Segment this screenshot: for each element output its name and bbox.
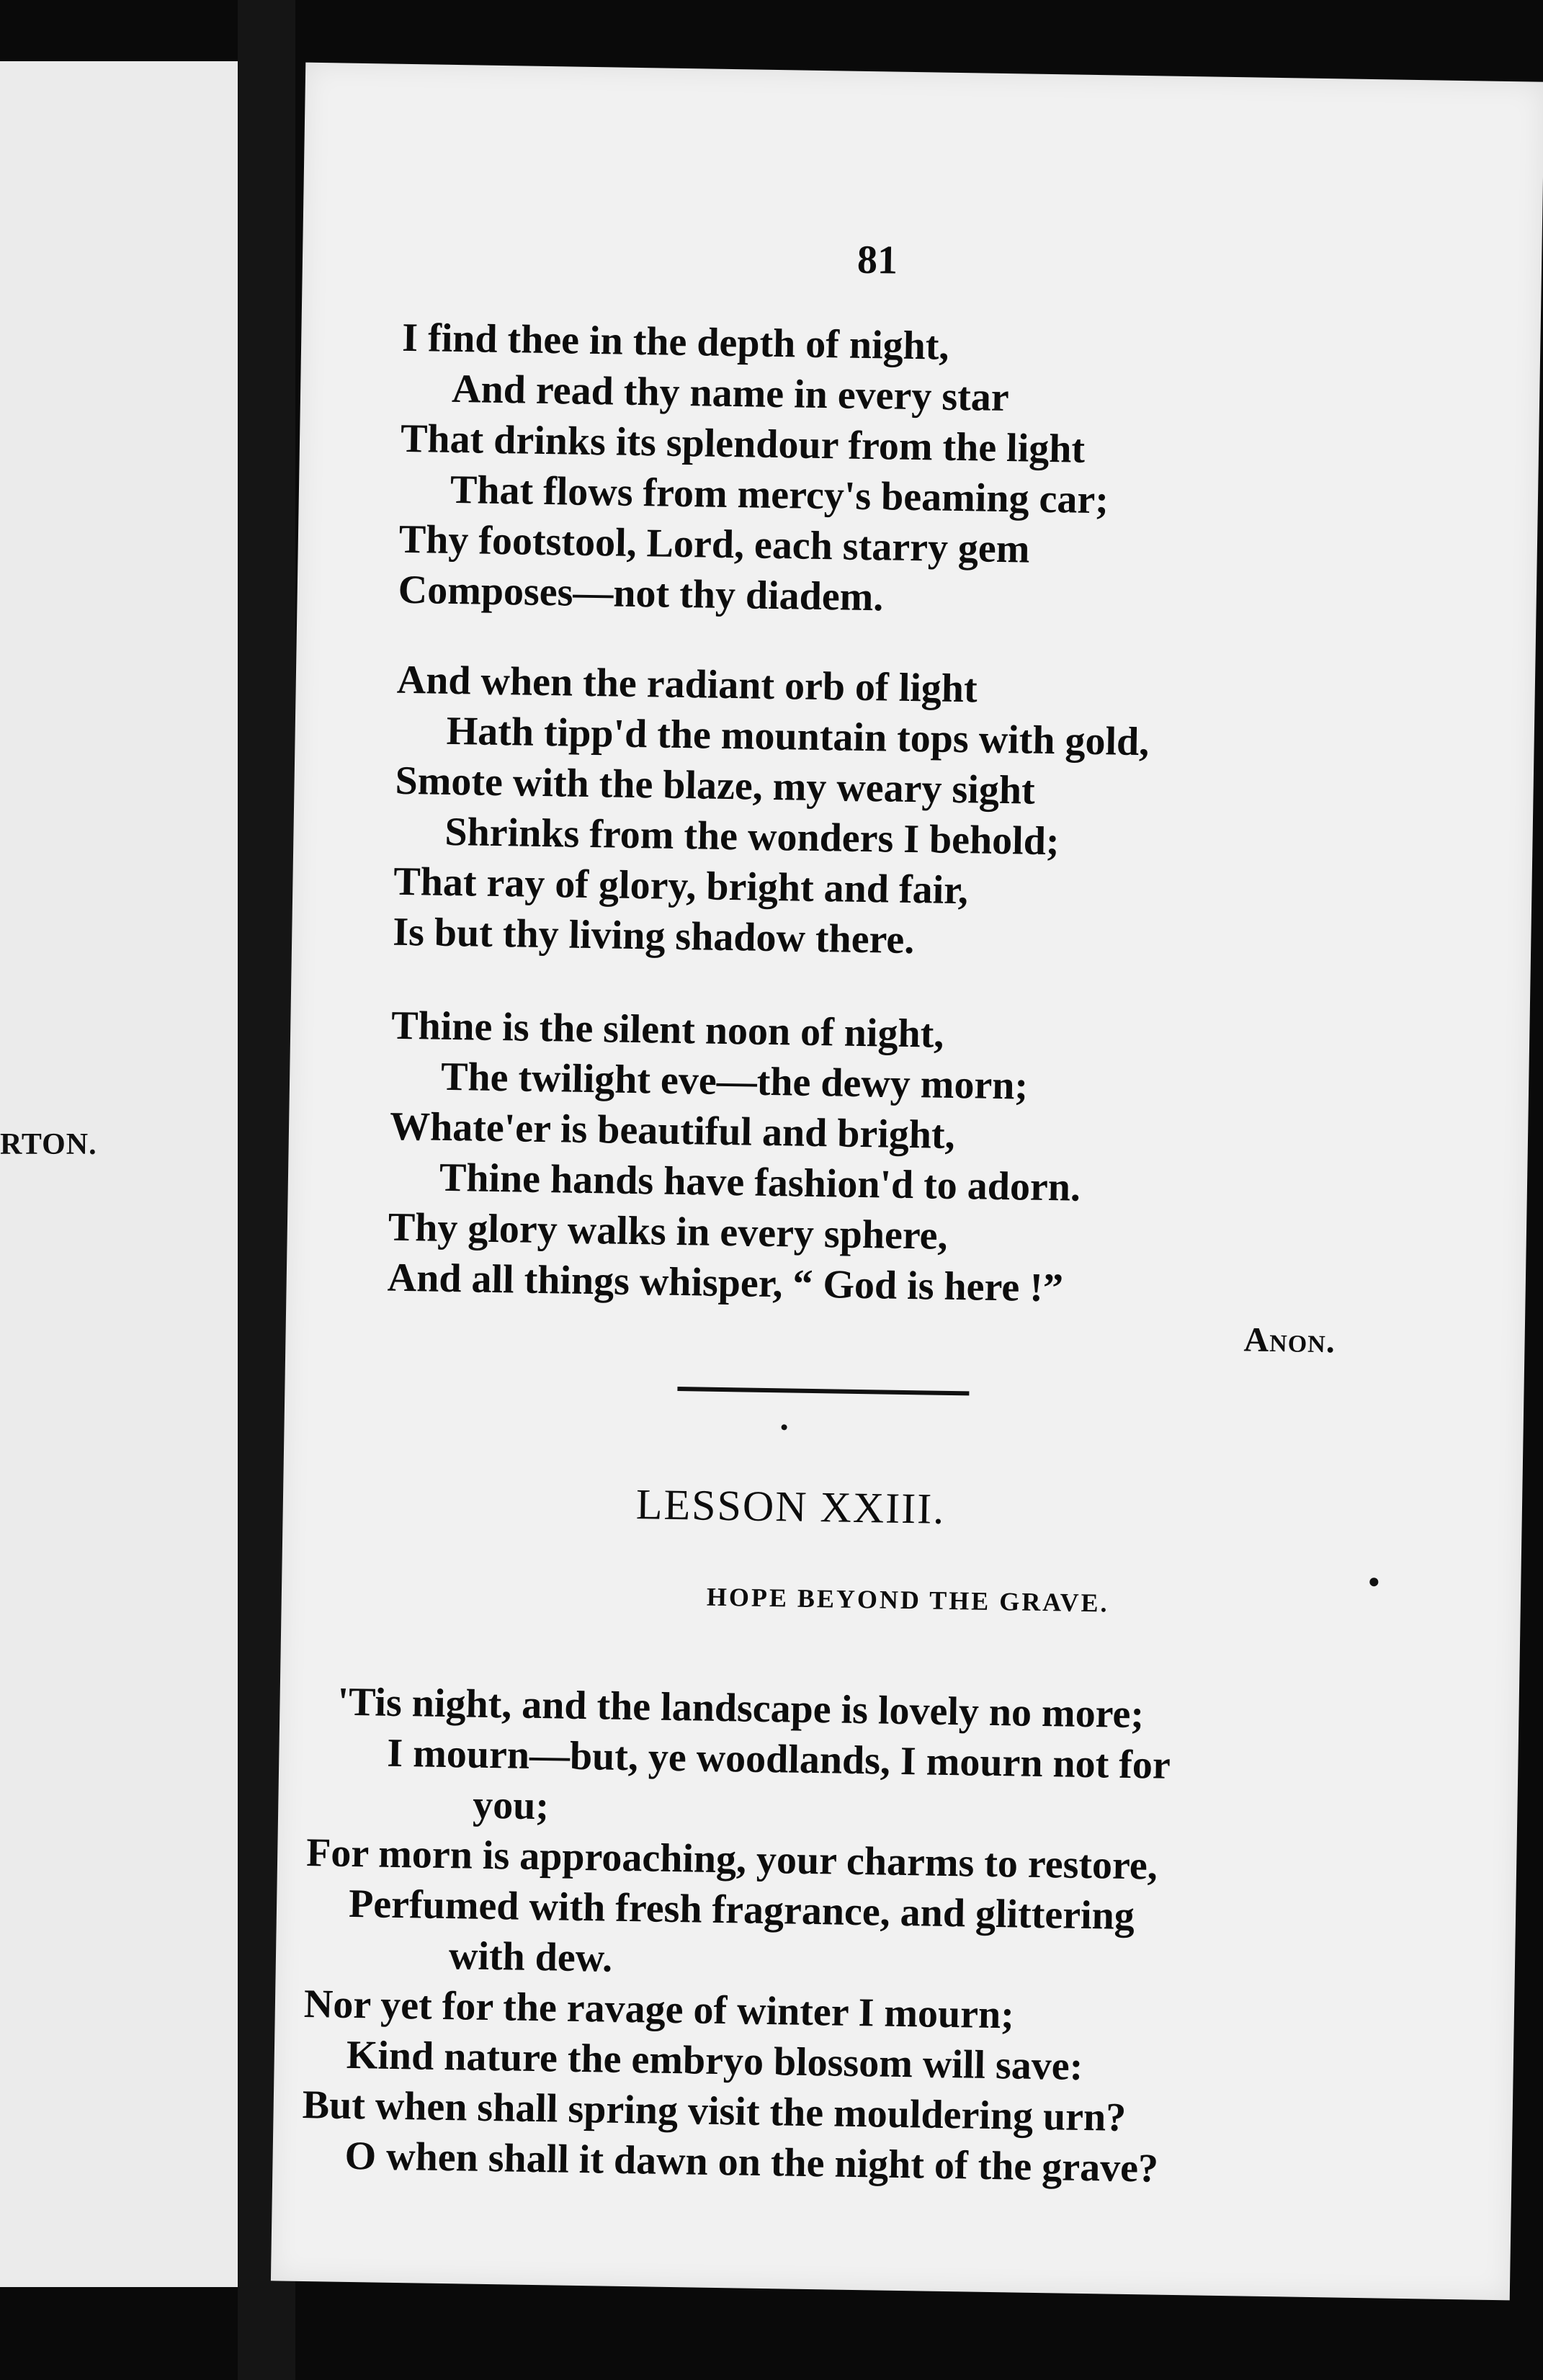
- verse-line: Perfumed with fresh fragrance, and glittering: [348, 1881, 1135, 1939]
- page-number: 81: [857, 237, 898, 283]
- lesson-subtitle: HOPE BEYOND THE GRAVE.: [706, 1582, 1109, 1618]
- verse-line: But when shall spring visit the mouldering urn?: [302, 2082, 1127, 2140]
- verse-line: Kind nature the embryo blossom will save:: [346, 2032, 1083, 2089]
- verse-line: That drinks its splendour from the light: [400, 416, 1086, 472]
- section-divider: [677, 1387, 969, 1395]
- lesson-stanza: [301, 1676, 1490, 2199]
- book-page: [271, 63, 1543, 2301]
- verse-line: And read thy name in every star: [451, 366, 1010, 421]
- verse-line: Hath tipp'd the mountain tops with gold,: [446, 708, 1150, 765]
- stanza-3: [387, 1001, 1472, 1320]
- verse-line: Smote with the blaze, my weary sight: [395, 758, 1036, 813]
- verse-line: I mourn—but, ye woodlands, I mourn not for: [386, 1730, 1171, 1788]
- attribution: Anon.: [1243, 1320, 1336, 1361]
- verse-line: For morn is approaching, your charms to restore,: [305, 1830, 1158, 1889]
- verse-line: Nor yet for the ravage of winter I mourn;: [303, 1981, 1015, 2038]
- ink-speck: [1369, 1578, 1378, 1586]
- verse-line: Thine is the silent noon of night,: [390, 1003, 944, 1057]
- verse-line: Thy footstool, Lord, each starry gem: [398, 516, 1030, 572]
- verse-line: That flows from mercy's beaming car;: [450, 467, 1109, 523]
- verse-line: Thy glory walks in every sphere,: [388, 1204, 949, 1258]
- verse-line: Composes—not thy diadem.: [398, 567, 884, 620]
- verse-line: And when the radiant orb of light: [396, 657, 978, 712]
- left-page-signature: RTON.: [0, 1128, 97, 1161]
- ink-speck: [782, 1424, 787, 1430]
- verse-line: The twilight eve—the dewy morn;: [440, 1054, 1029, 1109]
- verse-line: with dew.: [448, 1933, 613, 1981]
- verse-line: I find thee in the depth of night,: [401, 315, 949, 369]
- verse-line: Whate'er is beautiful and bright,: [389, 1104, 956, 1158]
- stanza-2: [393, 655, 1477, 975]
- verse-line: Thine hands have fashion'd to adorn.: [439, 1155, 1081, 1210]
- verse-line: 'Tis night, and the landscape is lovely no more;: [337, 1679, 1145, 1737]
- stanza-1: [398, 313, 1482, 632]
- left-facing-page: [0, 61, 241, 2287]
- verse-line: And all things whisper, “ God is here !”: [387, 1255, 1064, 1311]
- verse-line: That ray of glory, bright and fair,: [393, 859, 969, 913]
- verse-line: Shrinks from the wonders I behold;: [444, 809, 1060, 864]
- verse-line: you;: [472, 1782, 550, 1829]
- verse-line: O when shall it dawn on the night of the grave?: [344, 2133, 1159, 2191]
- verse-line: Is but thy living shadow there.: [392, 909, 915, 963]
- lesson-heading: LESSON XXIII.: [635, 1480, 946, 1533]
